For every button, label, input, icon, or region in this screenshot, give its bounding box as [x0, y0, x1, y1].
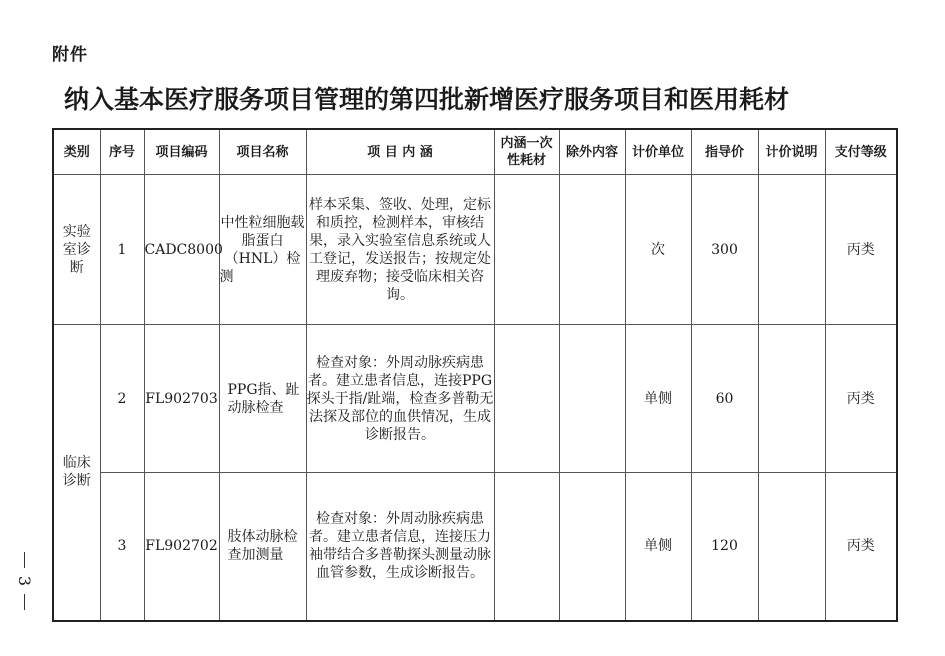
header-name: 项目名称: [219, 129, 306, 175]
header-consumables: 内涵一次性耗材: [494, 129, 559, 175]
price-cell: 300: [691, 175, 758, 325]
table-row: [53, 175, 897, 325]
content-cell: 检查对象：外周动脉疾病患者。建立患者信息，连接压力袖带结合多普勒探头测量动脉血管参数，生成诊断报告。: [306, 473, 494, 621]
category-label: 临床诊断: [62, 455, 91, 490]
code-cell: FL902702: [144, 473, 219, 621]
header-content: 项 目 内 涵: [306, 129, 494, 175]
table-row: [53, 473, 897, 621]
page-number-value: 3: [15, 575, 34, 587]
header-exclusions: 除外内容: [559, 129, 625, 175]
header-unit: 计价单位: [625, 129, 691, 175]
header-code: 项目编码: [144, 129, 219, 175]
exclusions-cell: [559, 175, 625, 325]
code-cell: FL902703: [144, 325, 219, 473]
consumables-cell: [494, 325, 559, 473]
document-title: 纳入基本医疗服务项目管理的第四批新增医疗服务项目和医用耗材: [64, 85, 790, 114]
price-cell: 120: [691, 473, 758, 621]
attachment-label: 附件: [52, 45, 88, 65]
table-row: [53, 325, 897, 473]
payment-level-cell: 丙类: [825, 473, 897, 621]
name-cell: PPG指、趾动脉检查: [219, 325, 306, 473]
services-table: [52, 128, 898, 622]
content-cell: 样本采集、签收、处理，定标和质控，检测样本，审核结果，录入实验室信息系统或人工登记，发送报告；按规定处理废弃物；接受临床相关咨询。: [306, 175, 494, 325]
unit-cell: 单侧: [625, 473, 691, 621]
page-number-dash-bottom: [24, 594, 25, 610]
pricing-note-cell: [758, 473, 825, 621]
exclusions-cell: [559, 473, 625, 621]
header-pricing-note: 计价说明: [758, 129, 825, 175]
name-cell: 肢体动脉检查加测量: [219, 473, 306, 621]
header-seq: 序号: [100, 129, 144, 175]
price-cell: 60: [691, 325, 758, 473]
pricing-note-cell: [758, 325, 825, 473]
seq-cell: 3: [100, 473, 144, 621]
category-cell-clinical: [53, 325, 100, 621]
name-cell: 中性粒细胞载脂蛋白（HNL）检测: [219, 175, 306, 325]
category-label: 实验室诊断: [62, 223, 91, 276]
table-header-row: [53, 129, 897, 175]
header-payment-level: 支付等级: [825, 129, 897, 175]
consumables-cell: [494, 175, 559, 325]
consumables-cell: [494, 473, 559, 621]
page-number: [14, 550, 34, 612]
unit-cell: 次: [625, 175, 691, 325]
header-price: 指导价: [691, 129, 758, 175]
payment-level-cell: 丙类: [825, 325, 897, 473]
page-number-dash-top: [24, 552, 25, 568]
unit-cell: 单侧: [625, 325, 691, 473]
pricing-note-cell: [758, 175, 825, 325]
seq-cell: 2: [100, 325, 144, 473]
payment-level-cell: 丙类: [825, 175, 897, 325]
seq-cell: 1: [100, 175, 144, 325]
exclusions-cell: [559, 325, 625, 473]
code-cell: CADC8000: [144, 175, 219, 325]
category-cell-lab: [53, 175, 100, 325]
header-category: 类别: [53, 129, 100, 175]
content-cell: 检查对象：外周动脉疾病患者。建立患者信息，连接PPG探头于指/趾端，检查多普勒无法探及部位的血供情况，生成诊断报告。: [306, 325, 494, 473]
